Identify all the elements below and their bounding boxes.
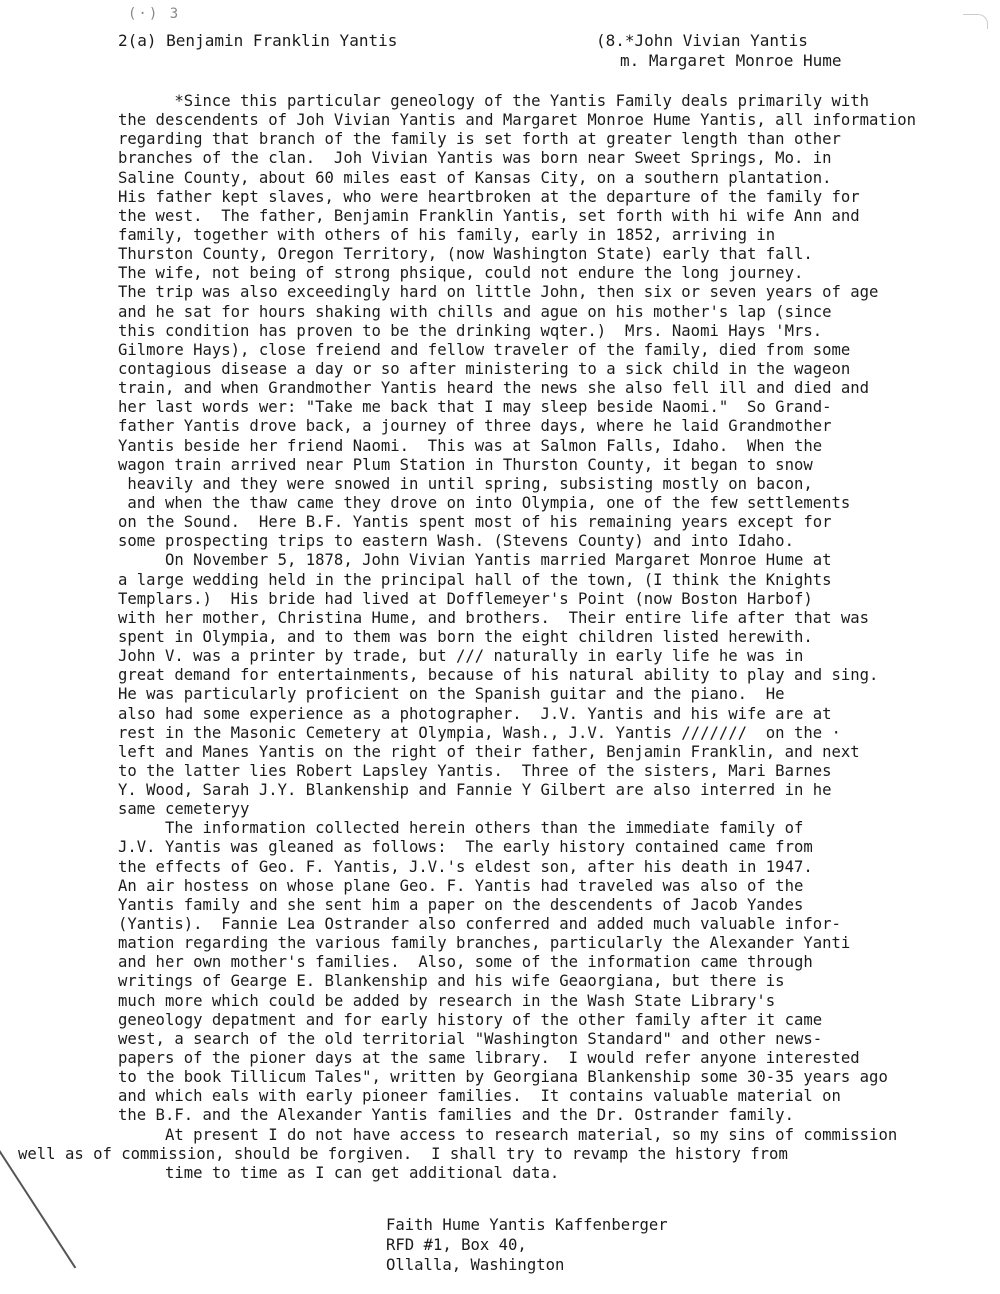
body-line: the west. The father, Benjamin Franklin Yantis, set forth with hi wife Ann and (118, 206, 860, 225)
body-line: time to time as I can get additional data. (118, 1163, 560, 1182)
body-line: the descendents of Joh Vivian Yantis and Margaret Monroe Hume Yantis, all information (118, 111, 916, 130)
signature-name: Faith Hume Yantis Kaffenberger (386, 1216, 668, 1234)
body-line: west, a search of the old territorial "Washington Standard" and other news- (118, 1029, 823, 1048)
signature-address-line1: RFD #1, Box 40, (386, 1236, 527, 1254)
body-line: The information collected herein others than the immediate family of (118, 819, 804, 838)
header-right-spouse: m. Margaret Monroe Hume (620, 51, 842, 70)
body-line: (Yantis). Fannie Lea Ostrander also conferred and added much valuable infor- (118, 915, 841, 934)
body-line: *Since this particular geneology of the Yantis Family deals primarily with (118, 92, 870, 110)
body-line: Gilmore Hays), close freiend and fellow traveler of the family, died from some (118, 340, 851, 359)
body-line: The wife, not being of strong phsique, could not endure the long journey. (118, 264, 804, 283)
body-line: Y. Wood, Sarah J.Y. Blankenship and Fannie Y Gilbert are also interred in he (118, 781, 832, 800)
body-line: to the latter lies Robert Lapsley Yantis. Three of the sisters, Mari Barnes (118, 761, 832, 780)
body-line: wagon train arrived near Plum Station in Thurston County, it began to snow (118, 455, 813, 474)
body-line: Templars.) His bride had lived at Dofflemeyer's Point (now Boston Harbof) (118, 589, 813, 608)
body-line: An air hostess on whose plane Geo. F. Yantis had traveled was also of the (118, 876, 804, 895)
body-line: a large wedding held in the principal hall of the town, (I think the Knights (118, 570, 832, 589)
body-line: papers of the pioner days at the same library. I would refer anyone interested (118, 1049, 860, 1068)
body-line: the B.F. and the Alexander Yantis families and the Dr. Ostrander family. (118, 1106, 794, 1125)
body-line: branches of the clan. Joh Vivian Yantis was born near Sweet Springs, Mo. in (118, 149, 832, 168)
body-line: spent in Olympia, and to them was born the eight children listed herewith. (118, 627, 813, 646)
body-line: on the Sound. Here B.F. Yantis spent most of his remaining years except for (118, 513, 832, 532)
body-line: train, and when Grandmother Yantis heard the news she also fell ill and died and (118, 379, 870, 398)
body-line: well as of commission, should be forgiven. I shall try to revamp the history from (18, 1144, 788, 1163)
body-line: with her mother, Christina Hume, and brothers. Their entire life after that was (118, 608, 870, 627)
body-line: On November 5, 1878, John Vivian Yantis married Margaret Monroe Hume at (118, 551, 832, 570)
body-line: same cemeteryy (118, 800, 250, 819)
body-line: the effects of Geo. F. Yantis, J.V.'s eldest son, after his death in 1947. (118, 857, 813, 876)
body-line: J.V. Yantis was gleaned as follows: The early history contained came from (118, 838, 813, 857)
body-line: her last words wer: "Take me back that I may sleep beside Naomi." So Grand- (118, 398, 832, 417)
body-line: to the book Tillicum Tales", written by Georgiana Blankenship some 30-35 years ago (118, 1068, 888, 1087)
body-line: Saline County, about 60 miles east of Kansas City, on a southern plantation. (118, 168, 832, 187)
page-corner-mark (963, 14, 988, 29)
scan-edge-line (0, 1150, 76, 1269)
body-line: heavily and they were snowed in until spring, subsisting mostly on bacon, (118, 474, 813, 493)
body-line: and when the thaw came they drove on into Olympia, one of the few settlements (118, 493, 851, 512)
body-line: left and Manes Yantis on the right of their father, Benjamin Franklin, and next (118, 742, 860, 761)
body-line: family, together with others of his family, early in 1852, arriving in (118, 225, 776, 244)
body-line: Yantis beside her friend Naomi. This was at Salmon Falls, Idaho. When the (118, 436, 823, 455)
body-line: this condition has proven to be the drinking wqter.) Mrs. Naomi Hays 'Mrs. (118, 321, 823, 340)
body-line: At present I do not have access to research material, so my sins of commission (118, 1125, 898, 1144)
body-line: His father kept slaves, who were heartbroken at the departure of the family for (118, 187, 860, 206)
document-body (18, 92, 968, 1183)
body-line: geneology depatment and for early history of the other family after it came (118, 1010, 823, 1029)
header-right-name: (8.*John Vivian Yantis (596, 31, 808, 50)
body-line: and her own mother's families. Also, some of the information came through (118, 953, 813, 972)
body-line: He was particularly proficient on the Spanish guitar and the piano. He (118, 685, 785, 704)
body-line: father Yantis drove back, a journey of three days, where he laid Grandmother (118, 417, 832, 436)
body-line: Yantis family and she sent him a paper on the descendents of Jacob Yandes (118, 895, 804, 914)
body-line: also had some experience as a photographer. J.V. Yantis and his wife are at (118, 704, 832, 723)
body-line: writings of Gearge E. Blankenship and his wife Geaorgiana, but there is (118, 972, 785, 991)
signature-address-line2: Ollalla, Washington (386, 1256, 565, 1274)
body-line: John V. was a printer by trade, but /// naturally in early life he was in (118, 647, 804, 666)
body-line: mation regarding the various family branches, particularly the Alexander Yanti (118, 934, 851, 953)
margin-mark: (·) 3 (128, 6, 181, 22)
body-line: much more which could be added by research in the Wash State Library's (118, 991, 776, 1010)
header-left-title: 2(a) Benjamin Franklin Yantis (118, 31, 398, 50)
body-line: regarding that branch of the family is set forth at greater length than other (118, 130, 841, 149)
body-line: some prospecting trips to eastern Wash. (Stevens County) and into Idaho. (118, 532, 794, 551)
body-line: and which eals with early pioneer families. It contains valuable material on (118, 1087, 841, 1106)
body-line: Thurston County, Oregon Territory, (now Washington State) early that fall. (118, 245, 813, 264)
body-line: contagious disease a day or so after ministering to a sick child in the wageon (118, 359, 851, 378)
body-line: great demand for entertainments, because of his natural ability to play and sing. (118, 666, 879, 685)
body-line: rest in the Masonic Cemetery at Olympia, Wash., J.V. Yantis /////// on the · (118, 723, 841, 742)
body-line: The trip was also exceedingly hard on little John, then six or seven years of age (118, 283, 879, 302)
body-line: and he sat for hours shaking with chills and ague on his mother's lap (since (118, 302, 832, 321)
